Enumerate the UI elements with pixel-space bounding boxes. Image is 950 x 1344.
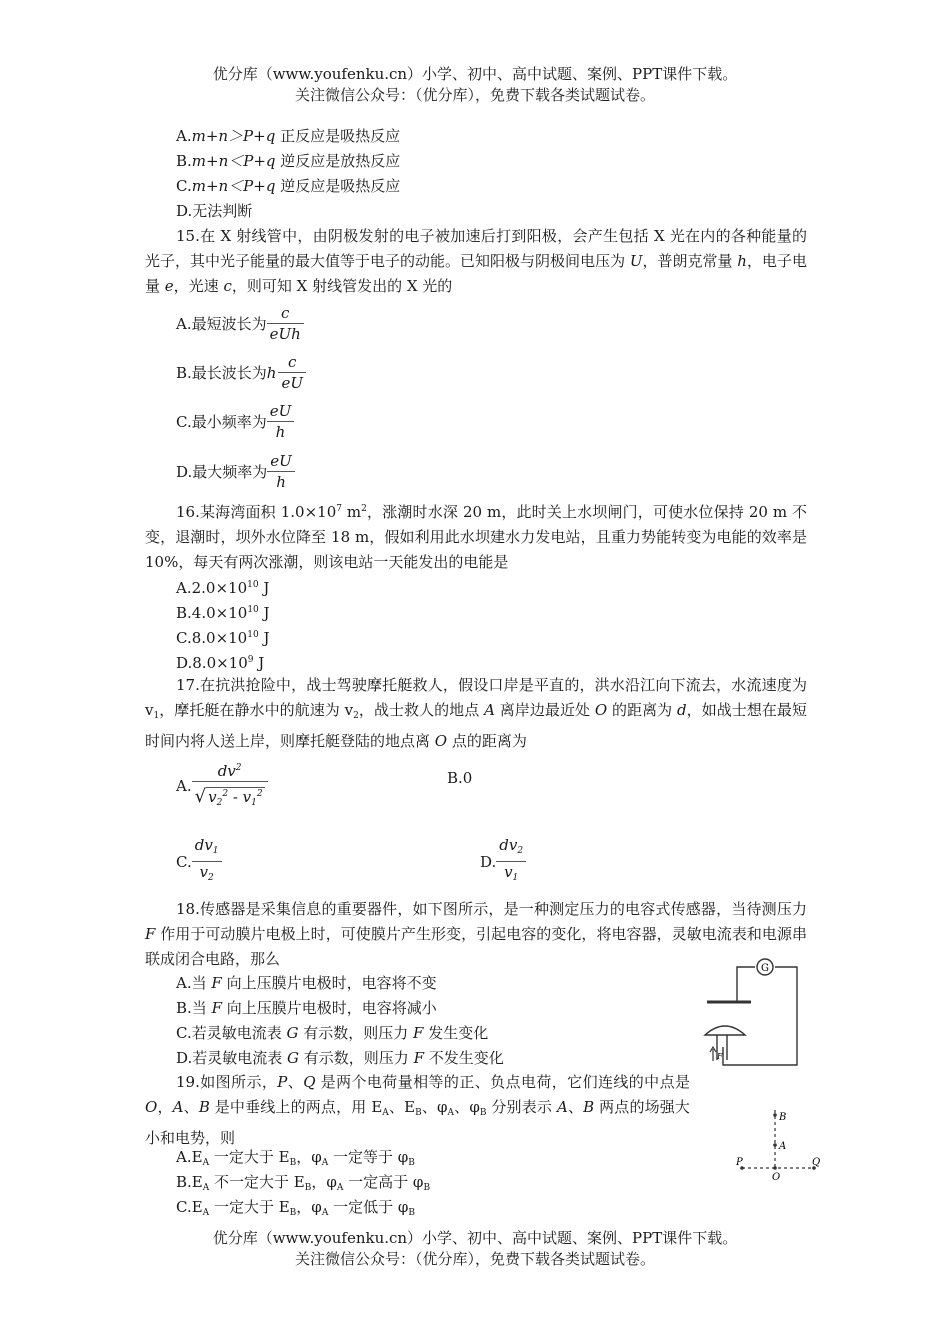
diaphragm-electrode: [705, 1026, 745, 1035]
label-o: O: [772, 1172, 781, 1183]
force-label: F: [717, 1052, 723, 1061]
header-line-1: 优分库（www.youfenku.cn）小学、初中、高中试题、案例、PPT课件下载。: [212, 65, 738, 83]
point-o: [773, 1166, 777, 1170]
q19-stem: 19.如图所示，P、Q 是两个电荷量相等的正、负点电荷，它们连线的中点是 O，A、B 是中垂线上的两点，用 $E_A$、$E_B$、$\varphi_A$、$\varphi_B$ 分别表示 A、B 两点的场强大小和电势，则: [145, 1073, 690, 1147]
q19-option-b: $B.E_A$ 不一定大于 $E_B$，$\varphi_A$ 一定高于 $\varphi_B$: [176, 1173, 431, 1193]
q19-option-a: $A.E_A$ 一定大于 $E_B$，$\varphi_A$ 一定等于 $\varphi_B$: [176, 1148, 415, 1168]
q16-option-d: $D.8.0\times 10^9$ J: [176, 654, 265, 672]
q15-stem: 15.在 X 射线管中，由阴极发射的电子被加速后打到阳极，会产生包括 X 光在内的各种能量的光子，其中光子能量的最大值等于电子的动能。已知阳极与阴极间电压为 U，普朗克常量 h，电子电量 e，光速 c，则可知 X 射线管发出的 X 光的: [145, 227, 807, 295]
q18-option-d: D.若灵敏电流表 G 有示数，则压力 F 不发生变化: [176, 1049, 504, 1067]
fraction: $\frac{c}{\text{eUh}}$: [267, 303, 304, 344]
q18-option-c: C.若灵敏电流表 G 有示数，则压力 F 发生变化: [176, 1024, 489, 1042]
q17-option-d: D. $\frac{dv_2}{v_1}$: [480, 835, 526, 888]
q16-option-b: $B.4.0\times 10^{10}$ J: [176, 604, 270, 622]
q19-option-c: $C.E_A$ 一定大于 $E_B$，$\varphi_A$ 一定低于 $\varphi_B$: [176, 1198, 415, 1218]
q15-option-c: C.最小频率为 $\frac{eU}{h}$: [176, 401, 294, 442]
q18-option-a: A.当 F 向上压膜片电极时，电容将不变: [176, 974, 437, 992]
q14-option-b: B.m+n＜P+q 逆反应是放热反应: [176, 152, 401, 170]
q15-option-d: D.最大频率为 $\frac{eU}{h}$: [176, 451, 295, 492]
footer-line-2: 关注微信公众号：（优分库），免费下载各类试题试卷。: [294, 1250, 655, 1268]
header-line-2: 关注微信公众号：（优分库），免费下载各类试题试卷。: [294, 86, 655, 104]
fraction: $\frac{eU}{h}$: [267, 401, 295, 442]
footer-line-1: 优分库（www.youfenku.cn）小学、初中、高中试题、案例、PPT课件下载。: [212, 1229, 738, 1247]
q16-option-a: $A.2.0\times 10^{10}$ J: [176, 579, 270, 597]
page-footer: [0, 1228, 950, 1270]
fraction: $\frac{c}{eU}$: [278, 352, 306, 393]
q14-option-c: C.m+n＜P+q 逆反应是吸热反应: [176, 177, 401, 195]
q14-option-a: A.m+n＞P+q 正反应是吸热反应: [176, 127, 401, 145]
q16-stem: 16.某海湾面积 $1.0\times 10^7$ $m^2$，涨潮时水深 20 m，此时关上水坝闸门，可使水位保持 20 m 不变，退潮时，坝外水位降至 18 m，假如利用此水坝建水力发电站，且重力势能转变为电能的效率是 10%，每天有两次涨潮，则该电站一天能发出的电能是: [145, 503, 807, 571]
fraction: $\frac{eU}{h}$: [267, 451, 295, 492]
q17-stem: 17.在抗洪抢险中，战士驾驶摩托艇救人，假设口岸是平直的，洪水沿江向下流去，水流速度为 $v_1$，摩托艇在静水中的航速为 $v_2$，战士救人的地点 A 离岸边最近处 O 的距离为 d，如战士想在最短时间内将人送上岸，则摩托艇登陆的地点离 O 点的距离为: [145, 676, 807, 750]
q17-option-b: B.0: [447, 769, 473, 787]
q15-option-a: A.最短波长为 $\frac{c}{\text{eUh}}$: [176, 303, 304, 344]
q17-option-a: A. $\frac{dv^2}{√ v_2^2 - v_1^2}$: [176, 758, 268, 813]
q18-option-b: B.当 F 向上压膜片电极时，电容将减小: [176, 999, 437, 1017]
charges-figure: [730, 1105, 830, 1185]
q17-option-c: C. $\frac{dv_1}{v_2}$: [176, 835, 222, 888]
q15-option-b: B.最长波长为 h $\frac{c}{eU}$: [176, 352, 306, 393]
page-header: [0, 64, 950, 106]
capacitor-sensor-figure: [695, 955, 815, 1070]
fraction: $\frac{dv_2}{v_1}$: [496, 835, 526, 888]
label-b: B: [779, 1112, 787, 1123]
q18-stem: 18.传感器是采集信息的重要器件，如下图所示，是一种测定压力的电容式传感器，当待测压力 F 作用于可动膜片电极上时，可使膜片产生形变，引起电容的变化，将电容器，灵敏电流表和电源串联成闭合电路，那么: [145, 900, 807, 968]
point-a: [773, 1143, 777, 1147]
label-a: A: [779, 1141, 787, 1152]
fraction: $\frac{dv_1}{v_2}$: [192, 835, 222, 888]
q14-option-d: D.无法判断: [176, 202, 253, 220]
galvanometer-label: G: [761, 963, 769, 974]
q16-option-c: $C.8.0\times 10^{10}$ J: [176, 629, 270, 647]
point-b: [773, 1113, 777, 1117]
fraction: $\frac{dv^2}{√ v_2^2 - v_1^2}$: [192, 758, 268, 813]
label-p: P: [736, 1157, 743, 1168]
label-q: Q: [812, 1157, 821, 1168]
